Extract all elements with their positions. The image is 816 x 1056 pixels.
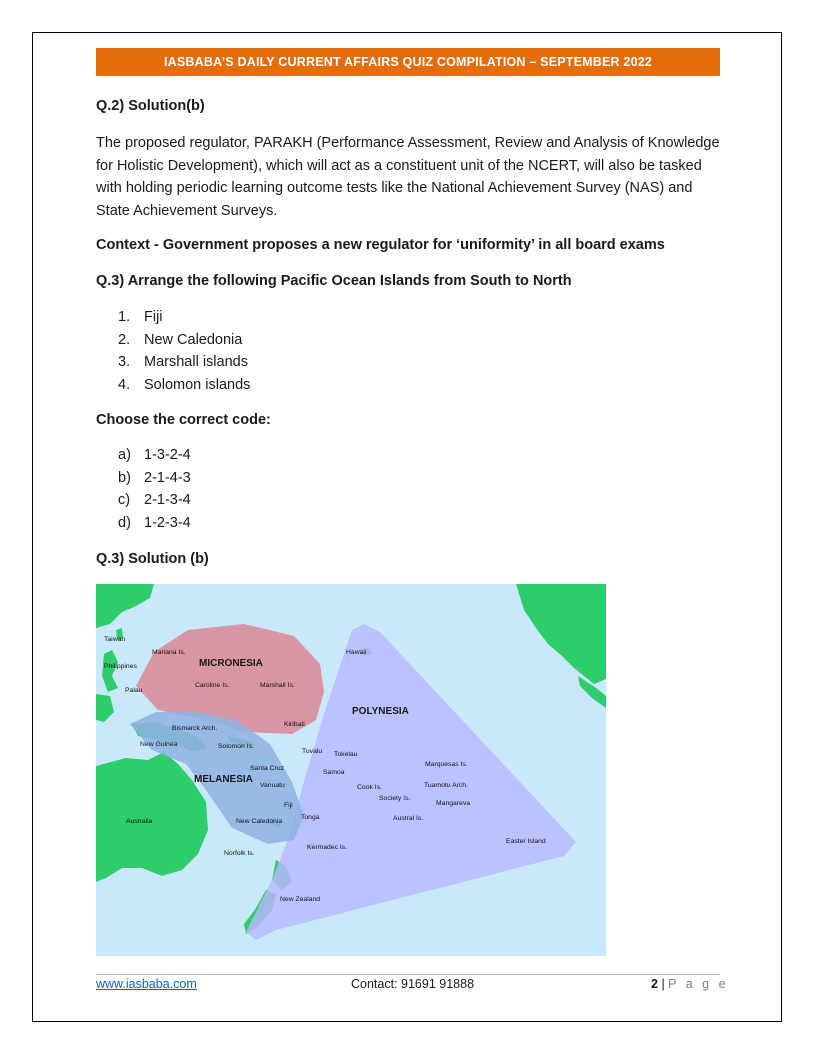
q3-item-list (118, 306, 250, 396)
q3-option-list (118, 444, 191, 534)
label-easter: Easter Island (506, 838, 546, 845)
label-new-guinea: New Guinea (140, 741, 178, 748)
label-new-caledonia: New Caledonia (236, 818, 283, 825)
list-item: 3. Marshall islands (118, 354, 248, 370)
label-samoa: Samoa (323, 769, 345, 776)
list-item: 1. Fiji (118, 309, 163, 325)
label-mariana: Mariana Is. (152, 649, 186, 656)
label-palau: Palau (125, 687, 143, 694)
footer-website-link[interactable]: www.iasbaba.com (96, 977, 197, 991)
footer-contact: Contact: 91691 91888 (351, 977, 475, 991)
page-number: 2 (651, 977, 658, 991)
label-solomon: Solomon Is. (218, 743, 254, 750)
label-marshall: Marshall Is. (260, 682, 295, 689)
label-mangareva: Mangareva (436, 800, 471, 807)
label-santa-cruz: Santa Cruz (250, 765, 285, 772)
pacific-islands-map (96, 584, 606, 956)
region-label-micronesia: MICRONESIA (199, 658, 263, 669)
label-norfolk: Norfolk Is. (224, 850, 255, 857)
page-word: P a g e (668, 977, 729, 991)
label-cook: Cook Is. (357, 784, 382, 791)
label-kiribati: Kiribati (284, 721, 305, 728)
label-fiji: Fiji (284, 802, 293, 809)
label-tuamotu: Tuamotu Arch. (424, 782, 468, 789)
label-taiwan: Taiwan (104, 636, 126, 643)
list-item: 2. New Caledonia (118, 331, 243, 348)
label-kermadec: Kermadec Is. (307, 844, 348, 851)
label-tokelau: Tokelau (334, 751, 358, 758)
option-item: c) 2-1-3-4 (118, 492, 191, 508)
page-separator: | (661, 977, 665, 991)
label-hawaii: Hawaii (346, 649, 367, 656)
label-society: Society Is. (379, 795, 411, 802)
label-australia: Australia (126, 818, 153, 825)
q3-choose-label: Choose the correct code: (96, 412, 271, 428)
label-tuvalu: Tuvalu (302, 748, 323, 755)
q3-question: Q.3) Arrange the following Pacific Ocean Islands from South to North (96, 273, 572, 289)
label-tonga: Tonga (301, 814, 320, 821)
footer-divider (96, 974, 720, 975)
q2-solution-body: The proposed regulator, PARAKH (Performance Assessment, Review and Analysis of Knowledge for Holistic Development), which will act as a constituent unit of the NCERT, will also be tasked with holding periodic learning outcome tests like the National Achievement Survey (NAS) and State Achievement Surveys. (96, 135, 720, 219)
q3-solution-heading: Q.3) Solution (b) (96, 551, 209, 567)
option-item: d) 1-2-3-4 (118, 514, 191, 531)
option-item: b) 2-1-4-3 (118, 469, 191, 486)
header-banner: IASBABA’S DAILY CURRENT AFFAIRS QUIZ COMPILATION – SEPTEMBER 2022 (96, 48, 720, 76)
q2-context: Context - Government proposes a new regulator for ‘uniformity’ in all board exams (96, 237, 665, 253)
label-philippines: Philippines (104, 663, 137, 670)
region-label-melanesia: MELANESIA (194, 774, 253, 785)
label-new-zealand: New Zealand (280, 896, 321, 903)
label-bismarck: Bismarck Arch. (172, 725, 218, 732)
q2-solution-heading: Q.2) Solution(b) (96, 98, 205, 114)
list-item: 4. Solomon islands (118, 376, 251, 393)
label-vanuatu: Vanuatu (260, 782, 285, 789)
footer-page-number (651, 977, 729, 991)
label-austral: Austral Is. (393, 815, 424, 822)
label-caroline: Caroline Is. (195, 682, 230, 689)
region-label-polynesia: POLYNESIA (352, 706, 409, 717)
option-item: a) 1-3-2-4 (118, 447, 191, 463)
label-marquesas: Marquesas Is. (425, 761, 468, 768)
